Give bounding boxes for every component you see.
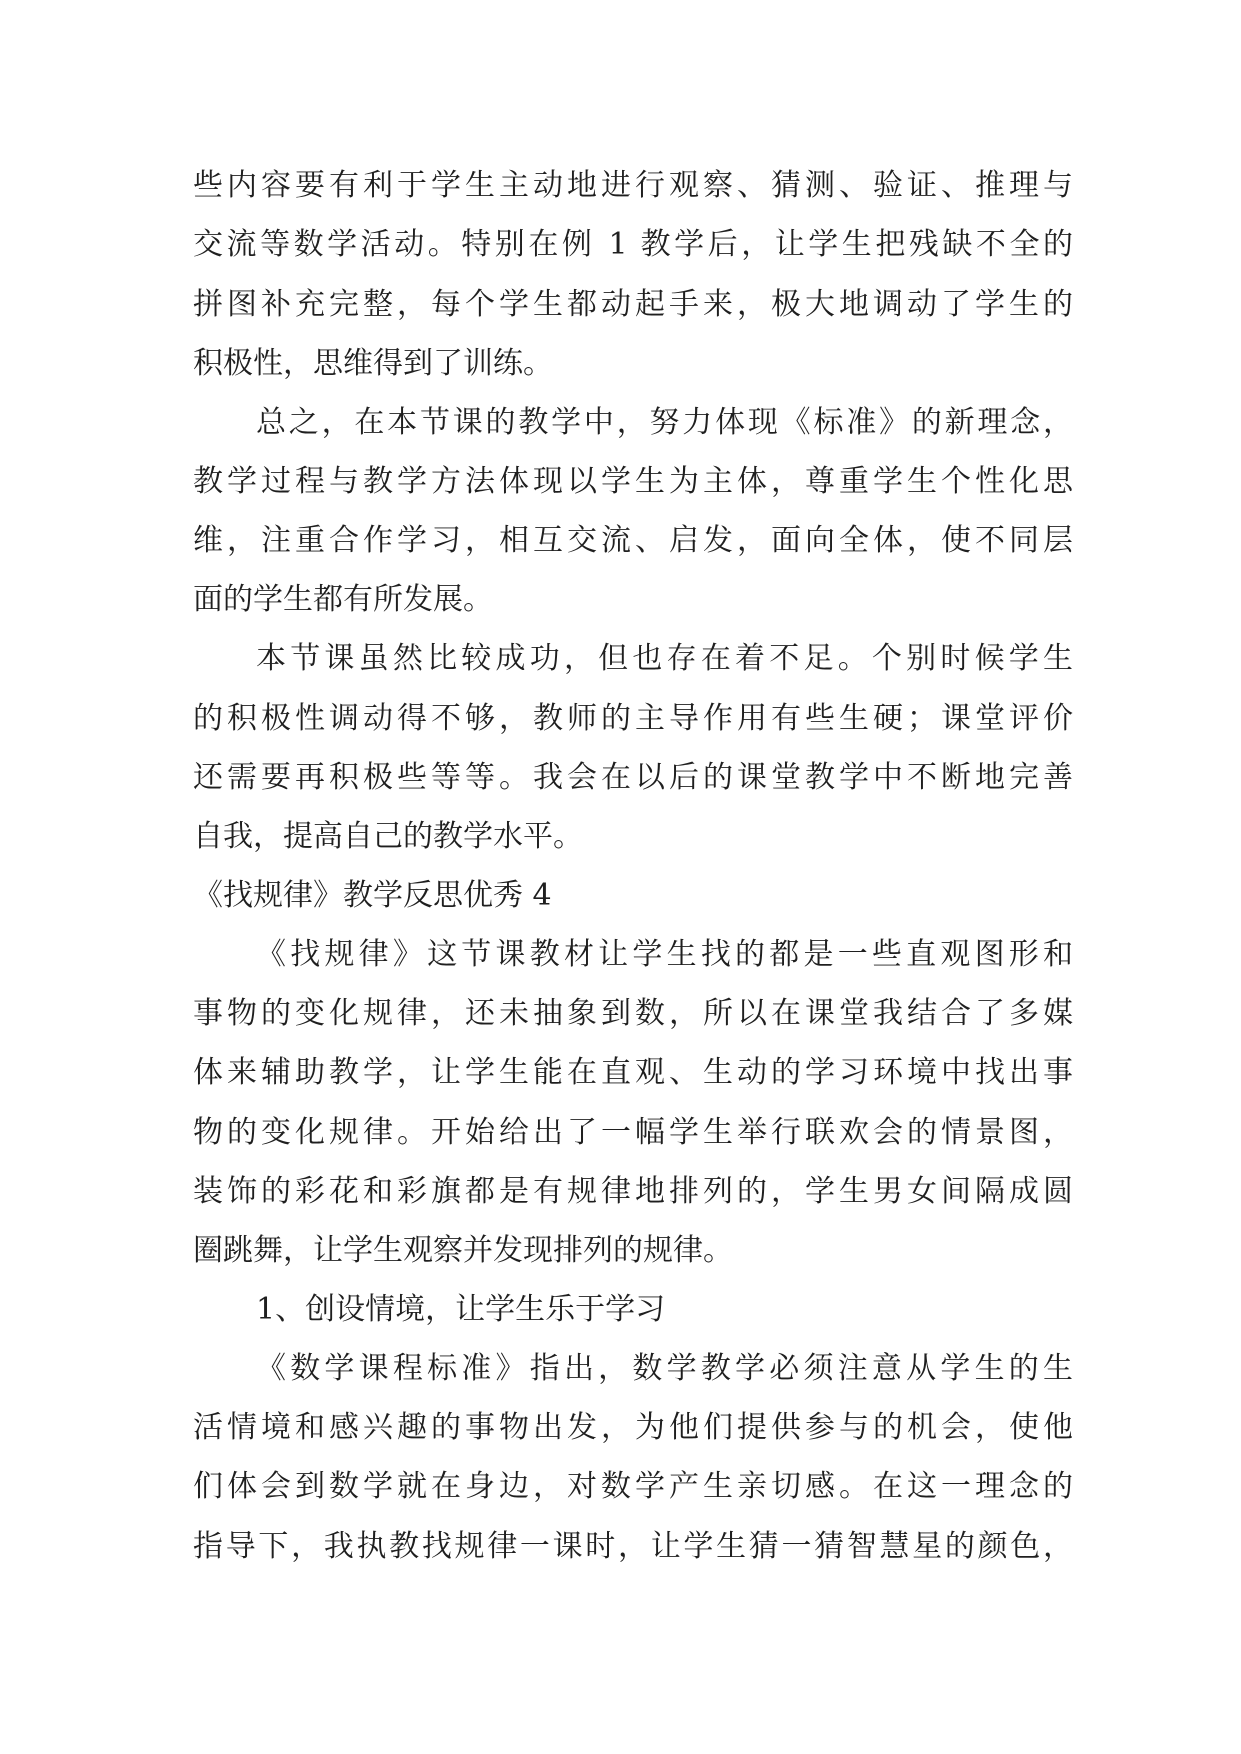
- body-text-line: 些内容要有利于学生主动地进行观察、猜测、验证、推理与: [193, 168, 1073, 203]
- body-text-line: 圈跳舞，让学生观察并发现排列的规律。: [193, 1233, 733, 1268]
- body-text-line: 积极性，思维得到了训练。: [193, 346, 553, 381]
- body-text-line: 物的变化规律。开始给出了一幅学生举行联欢会的情景图，: [193, 1115, 1073, 1150]
- paragraph-first-line: 本节课虽然比较成功，但也存在着不足。个别时候学生: [256, 641, 1073, 676]
- body-text-line: 体来辅助教学，让学生能在直观、生动的学习环境中找出事: [193, 1055, 1073, 1090]
- section-heading: 《找规律》教学反思优秀 4: [193, 878, 552, 913]
- body-text-line: 活情境和感兴趣的事物出发，为他们提供参与的机会，使他: [193, 1410, 1073, 1445]
- paragraph-first-line: 《数学课程标准》指出，数学教学必须注意从学生的生: [256, 1351, 1073, 1386]
- body-text-line: 交流等数学活动。特别在例 1 教学后，让学生把残缺不全的: [193, 227, 1073, 262]
- paragraph-first-line: 总之，在本节课的教学中，努力体现《标准》的新理念，: [256, 405, 1073, 440]
- body-text-line: 事物的变化规律，还未抽象到数，所以在课堂我结合了多媒: [193, 996, 1073, 1031]
- body-text-line: 面的学生都有所发展。: [193, 582, 493, 617]
- body-text-line: 们体会到数学就在身边，对数学产生亲切感。在这一理念的: [193, 1469, 1073, 1504]
- subheading: 1、创设情境，让学生乐于学习: [256, 1292, 666, 1327]
- paragraph-first-line: 《找规律》这节课教材让学生找的都是一些直观图形和: [256, 937, 1073, 972]
- body-text-line: 还需要再积极些等等。我会在以后的课堂教学中不断地完善: [193, 760, 1073, 795]
- body-text-line: 自我，提高自己的教学水平。: [193, 819, 583, 854]
- body-text-line: 装饰的彩花和彩旗都是有规律地排列的，学生男女间隔成圆: [193, 1174, 1073, 1209]
- body-text-line: 维，注重合作学习，相互交流、启发，面向全体，使不同层: [193, 523, 1073, 558]
- body-text-line: 的积极性调动得不够，教师的主导作用有些生硬；课堂评价: [193, 701, 1073, 736]
- body-text-line: 拼图补充完整，每个学生都动起手来，极大地调动了学生的: [193, 287, 1073, 322]
- body-text-line: 教学过程与教学方法体现以学生为主体，尊重学生个性化思: [193, 464, 1073, 499]
- body-text-line: 指导下，我执教找规律一课时，让学生猜一猜智慧星的颜色，: [193, 1529, 1073, 1564]
